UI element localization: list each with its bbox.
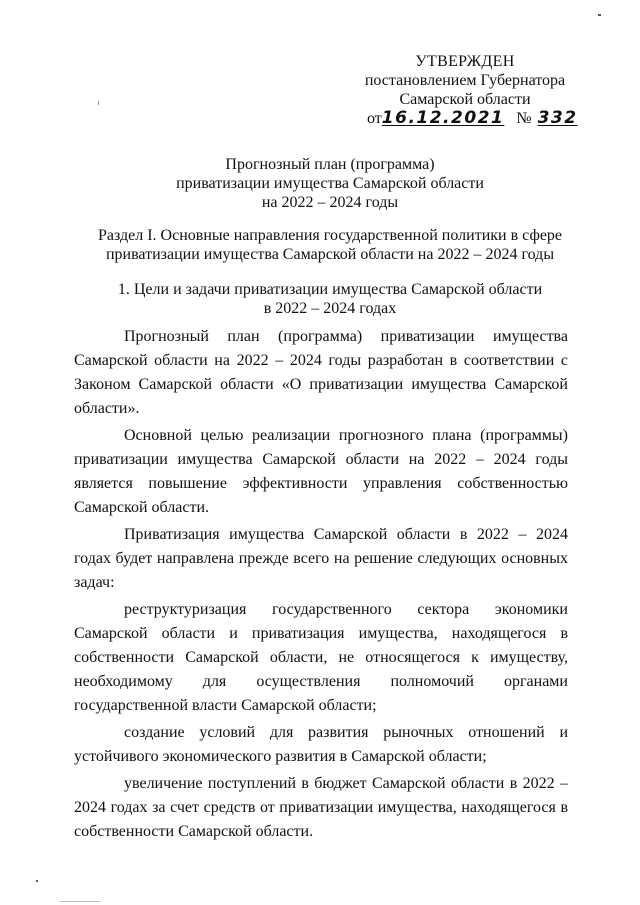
scan-mark (98, 101, 99, 105)
subsection-line-2: в 2022 – 2024 годах (263, 300, 397, 317)
title-line-1: Прогнозный план (программа) (225, 156, 435, 173)
section-heading (60, 226, 600, 264)
body-text (74, 325, 568, 847)
approval-line-1: постановлением Губернатора (364, 72, 566, 89)
approved-heading: УТВЕРЖДЕН (415, 53, 515, 70)
scan-mark (60, 901, 100, 902)
title-line-2: приватизации имущества Самарской области (176, 175, 484, 192)
section-line-2: приватизации имущества Самарской области на 2022 – 2024 годы (105, 246, 555, 263)
subsection-heading (60, 280, 600, 318)
approval-date: 16.12.2021 (381, 108, 505, 128)
scan-mark (598, 14, 601, 16)
paragraph: реструктуризация государственного сектора экономики Самарской области и приватизация имущества, находящегося в собственности Самарской области, не относящегося к имуществу, необходимому для осуществления полномочий органами государственной власти Самарской области; (74, 601, 568, 714)
approval-stamp (355, 52, 578, 128)
document-title (60, 155, 600, 212)
number-sign: № (516, 110, 532, 127)
approval-date-line (355, 108, 578, 128)
paragraph: увеличение поступлений в бюджет Самарской области в 2022 – 2024 годах за счет средств от приватизации имущества, находящегося в собственности Самарской области. (74, 775, 568, 840)
paragraph: Приватизация имущества Самарской области в 2022 – 2024 годах будет направлена прежде всего на решение следующих основных задач: (74, 526, 568, 591)
paragraph: Основной целью реализации прогнозного плана (программы) приватизации имущества Самарской области на 2022 – 2024 годы является повышение эффективности управления собственностью Самарской области. (74, 427, 568, 516)
subsection-line-1: 1. Цели и задачи приватизации имущества Самарской области (117, 281, 543, 298)
section-line-1: Раздел I. Основные направления государственной политики в сфере (97, 227, 563, 244)
paragraph: Прогнозный план (программа) приватизации имущества Самарской области на 2022 – 2024 годы разработан в соответствии с Законом Самарской области «О приватизации имущества Самарской области». (74, 328, 568, 417)
from-prefix: от (367, 110, 382, 127)
approval-number: 332 (537, 108, 578, 128)
approval-line-2: Самарской области (399, 91, 531, 108)
paragraph: создание условий для развития рыночных отношений и устойчивого экономического развития в Самарской области; (74, 724, 568, 765)
scan-mark (36, 880, 38, 882)
title-line-3: на 2022 – 2024 годы (261, 194, 399, 211)
